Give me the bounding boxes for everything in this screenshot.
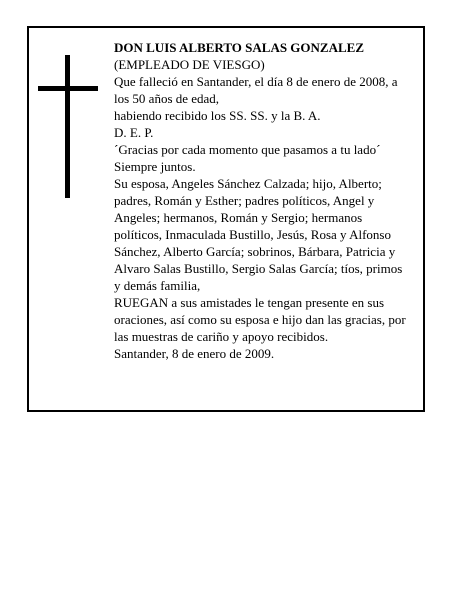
notice-line: RUEGAN a sus amistades le tengan presente en sus (114, 295, 385, 310)
notice-line: padres, Román y Esther; padres políticos, Angel y (114, 193, 375, 208)
notice-line: y demás familia, (114, 278, 201, 293)
notice-line: las muestras de cariño y apoyo recibidos. (114, 329, 329, 344)
notice-line: Alvaro Salas Bustillo, Sergio Salas García; tíos, primos (114, 261, 403, 276)
notice-line: los 50 años de edad, (114, 91, 220, 106)
notice-line: ´Gracias por cada momento que pasamos a tu lado´ (114, 142, 381, 157)
cross-vertical-bar (65, 55, 70, 198)
deceased-occupation: (EMPLEADO DE VIESGO) (114, 57, 265, 72)
cross-icon (38, 55, 98, 198)
deceased-name: DON LUIS ALBERTO SALAS GONZALEZ (114, 40, 364, 55)
obituary-notice (27, 26, 425, 412)
notice-line: políticos, Inmaculada Bustillo, Jesús, Rosa y Alfonso (114, 227, 391, 242)
notice-line: Sánchez, Alberto García; sobrinos, Bárbara, Patricia y (114, 244, 396, 259)
notice-line: Santander, 8 de enero de 2009. (114, 346, 275, 361)
notice-line: habiendo recibido los SS. SS. y la B. A. (114, 108, 321, 123)
notice-line: Su esposa, Angeles Sánchez Calzada; hijo, Alberto; (114, 176, 382, 191)
notice-line: D. E. P. (114, 125, 154, 140)
notice-line: Angeles; hermanos, Román y Sergio; hermanos (114, 210, 363, 225)
cross-horizontal-bar (38, 86, 98, 91)
notice-text (114, 39, 426, 362)
notice-line: oraciones, así como su esposa e hijo dan las gracias, por (114, 312, 406, 327)
notice-line: Que falleció en Santander, el día 8 de enero de 2008, a (114, 74, 398, 89)
notice-line: Siempre juntos. (114, 159, 196, 174)
